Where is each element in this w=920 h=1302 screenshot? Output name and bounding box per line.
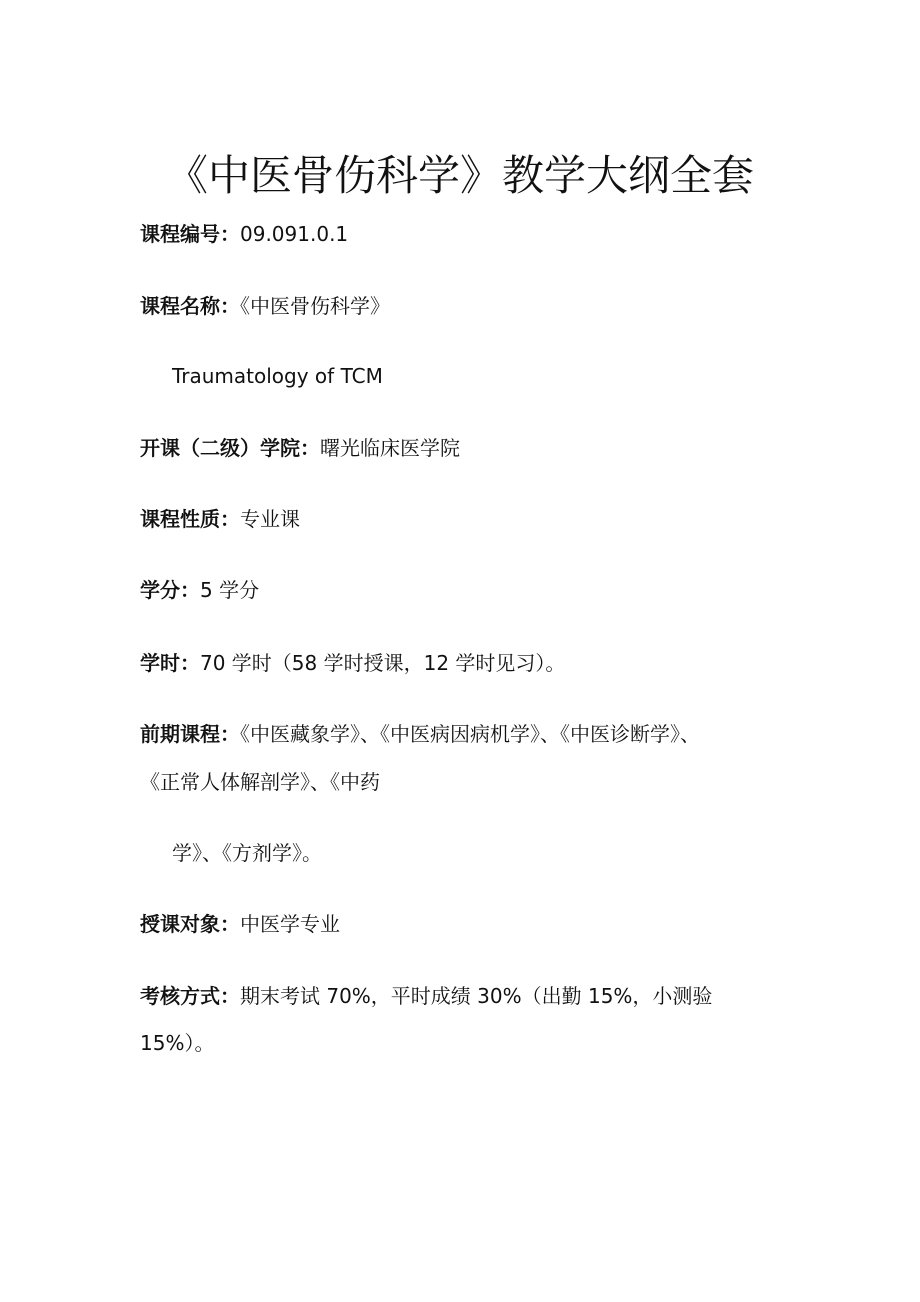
credits-label: 学分：: [140, 578, 200, 602]
assessment-line1: 期末考试 70%，平时成绩 30%（出勤 15%，小测验: [240, 984, 713, 1008]
college-row: [140, 433, 460, 463]
hours-row: [140, 648, 565, 678]
audience-value: 中医学专业: [240, 912, 340, 936]
course-code-label: 课程编号：: [140, 222, 240, 246]
hours-label: 学时：: [140, 651, 200, 675]
assessment-line2: 15%）。: [140, 1031, 215, 1055]
audience-label: 授课对象：: [140, 912, 240, 936]
course-name-value: 《中医骨伤科学》: [240, 294, 390, 318]
page-title: 《中医骨伤科学》教学大纲全套: [165, 151, 754, 201]
hours-value: 70 学时（58 学时授课，12 学时见习）。: [200, 651, 566, 675]
assessment-label: 考核方式：: [140, 984, 240, 1008]
course-type-value: 专业课: [240, 507, 300, 531]
prerequisites-line3: 学》、《方剂学》。: [172, 841, 322, 865]
college-label: 开课（二级）学院：: [140, 436, 320, 460]
credits-row: [140, 575, 259, 605]
course-code-row: [140, 219, 348, 249]
course-name-label: 课程名称：: [140, 294, 240, 318]
course-type-label: 课程性质：: [140, 507, 240, 531]
course-type-row: [140, 504, 300, 534]
assessment-row: [140, 981, 712, 1011]
credits-value: 5 学分: [200, 578, 260, 602]
college-value: 曙光临床医学院: [320, 436, 460, 460]
prerequisites-line1: 《中医藏象学》、《中医病因病机学》、《中医诊断学》、: [240, 722, 700, 746]
prerequisites-label: 前期课程：: [140, 722, 240, 746]
course-name-row: [140, 291, 390, 321]
prerequisites-row: [140, 719, 700, 749]
course-name-english: Traumatology of TCM: [172, 364, 383, 388]
audience-row: [140, 909, 340, 939]
prerequisites-line2: 《正常人体解剖学》、《中药: [140, 770, 380, 794]
course-code-value: 09.091.0.1: [240, 222, 349, 246]
